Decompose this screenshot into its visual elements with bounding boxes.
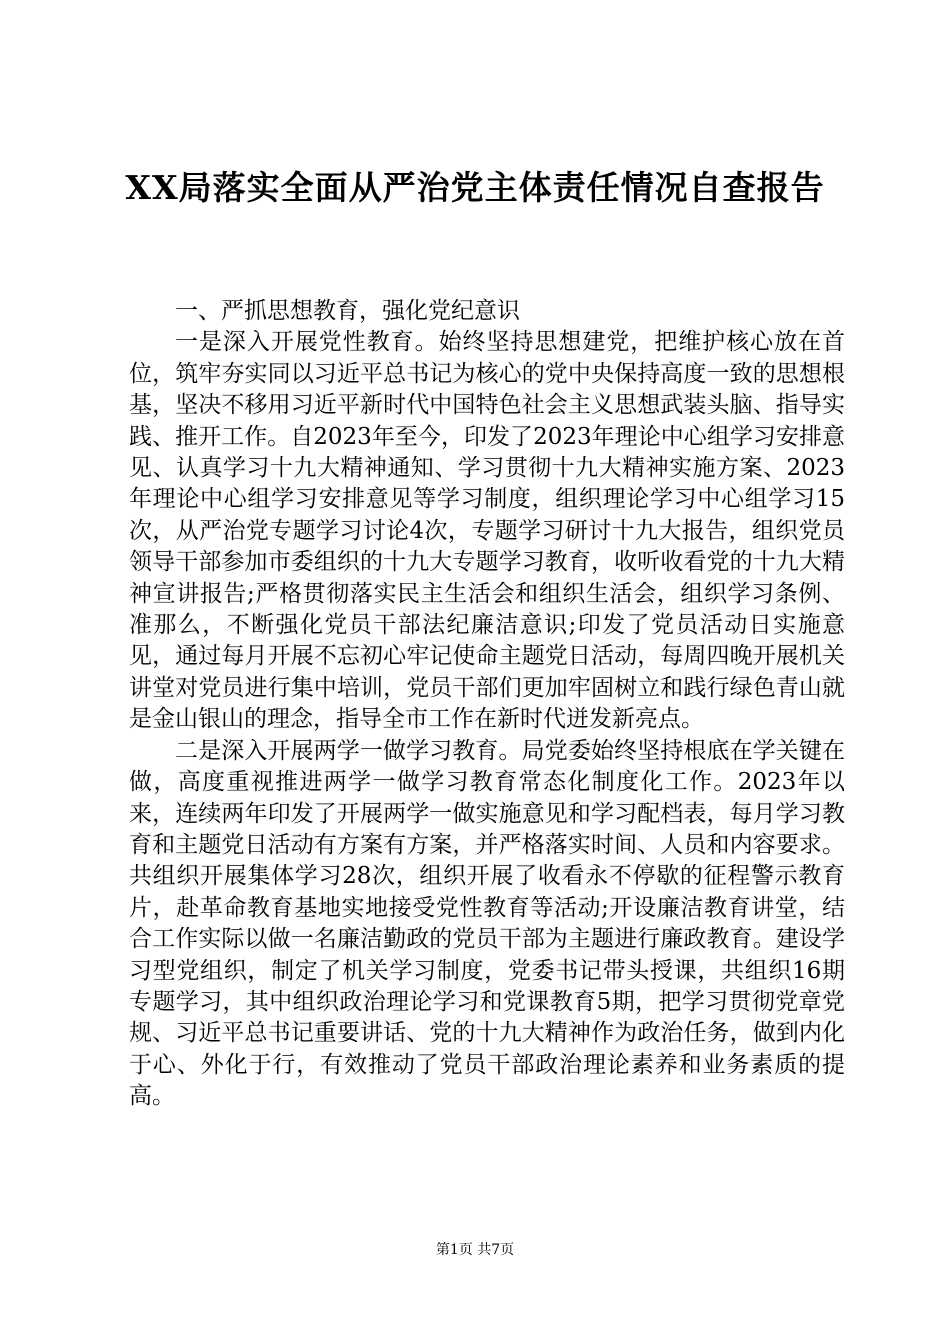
page-number-current: 第1页: [435, 1242, 473, 1258]
paragraph-two-studies-one-action: 二是深入开展两学一做学习教育。局党委始终坚持根底在学关键在做，高度重视推进两学一做学习教育常态化制度化工作。2023年以来，连续两年印发了开展两学一做实施意见和学习配档表，每月学习教育和主题党日活动有方案有方案，并严格落实时间、人员和内容要求。共组织开展集体学习28次，组织开展了收看永不停歇的征程警示教育片，赴革命教育基地实地接受党性教育等活动;开设廉洁教育讲堂，结合工作实际以做一名廉洁勤政的党员干部为主题进行廉政教育。建设学习型党组织，制定了机关学习制度，党委书记带头授课，共组织16期专题学习，其中组织政治理论学习和党课教育5期，把学习贯彻党章党规、习近平总书记重要讲话、党的十九大精神作为政治任务，做到内化于心、外化于行，有效推动了党员干部政治理论素养和业务素质的提高。: [129, 737, 845, 1110]
paragraph-party-spirit-education: 一是深入开展党性教育。始终坚持思想建党，把维护核心放在首位，筑牢夯实同以习近平总书记为核心的党中央保持高度一致的思想根基，坚决不移用习近平新时代中国特色社会主义思想武装头脑、指导实践、推开工作。自2023年至今，印发了2023年理论中心组学习安排意见、认真学习十九大精神通知、学习贯彻十九大精神实施方案、2023年理论中心组学习安排意见等学习制度，组织理论学习中心组学习15次，从严治党专题学习讨论4次，专题学习研讨十九大报告，组织党员领导干部参加市委组织的十九大专题学习教育，收听收看党的十九大精神宣讲报告;严格贯彻落实民主生活会和组织生活会，组织学习条例、准那么，不断强化党员干部法纪廉洁意识;印发了党员活动日实施意见，通过每月开展不忘初心牢记使命主题党日活动，每周四晚开展机关讲堂对党员进行集中培训，党员干部们更加牢固树立和践行绿色青山就是金山银山的理念，指导全市工作在新时代迸发新亮点。: [129, 329, 845, 733]
page-number-total: 共7页: [477, 1242, 515, 1258]
document-body: [129, 296, 845, 1113]
document-title: XX局落实全面从严治党主体责任情况自查报告: [125, 168, 825, 207]
section-heading: 一、严抓思想教育，强化党纪意识: [175, 298, 520, 324]
page-footer: [0, 1240, 950, 1260]
